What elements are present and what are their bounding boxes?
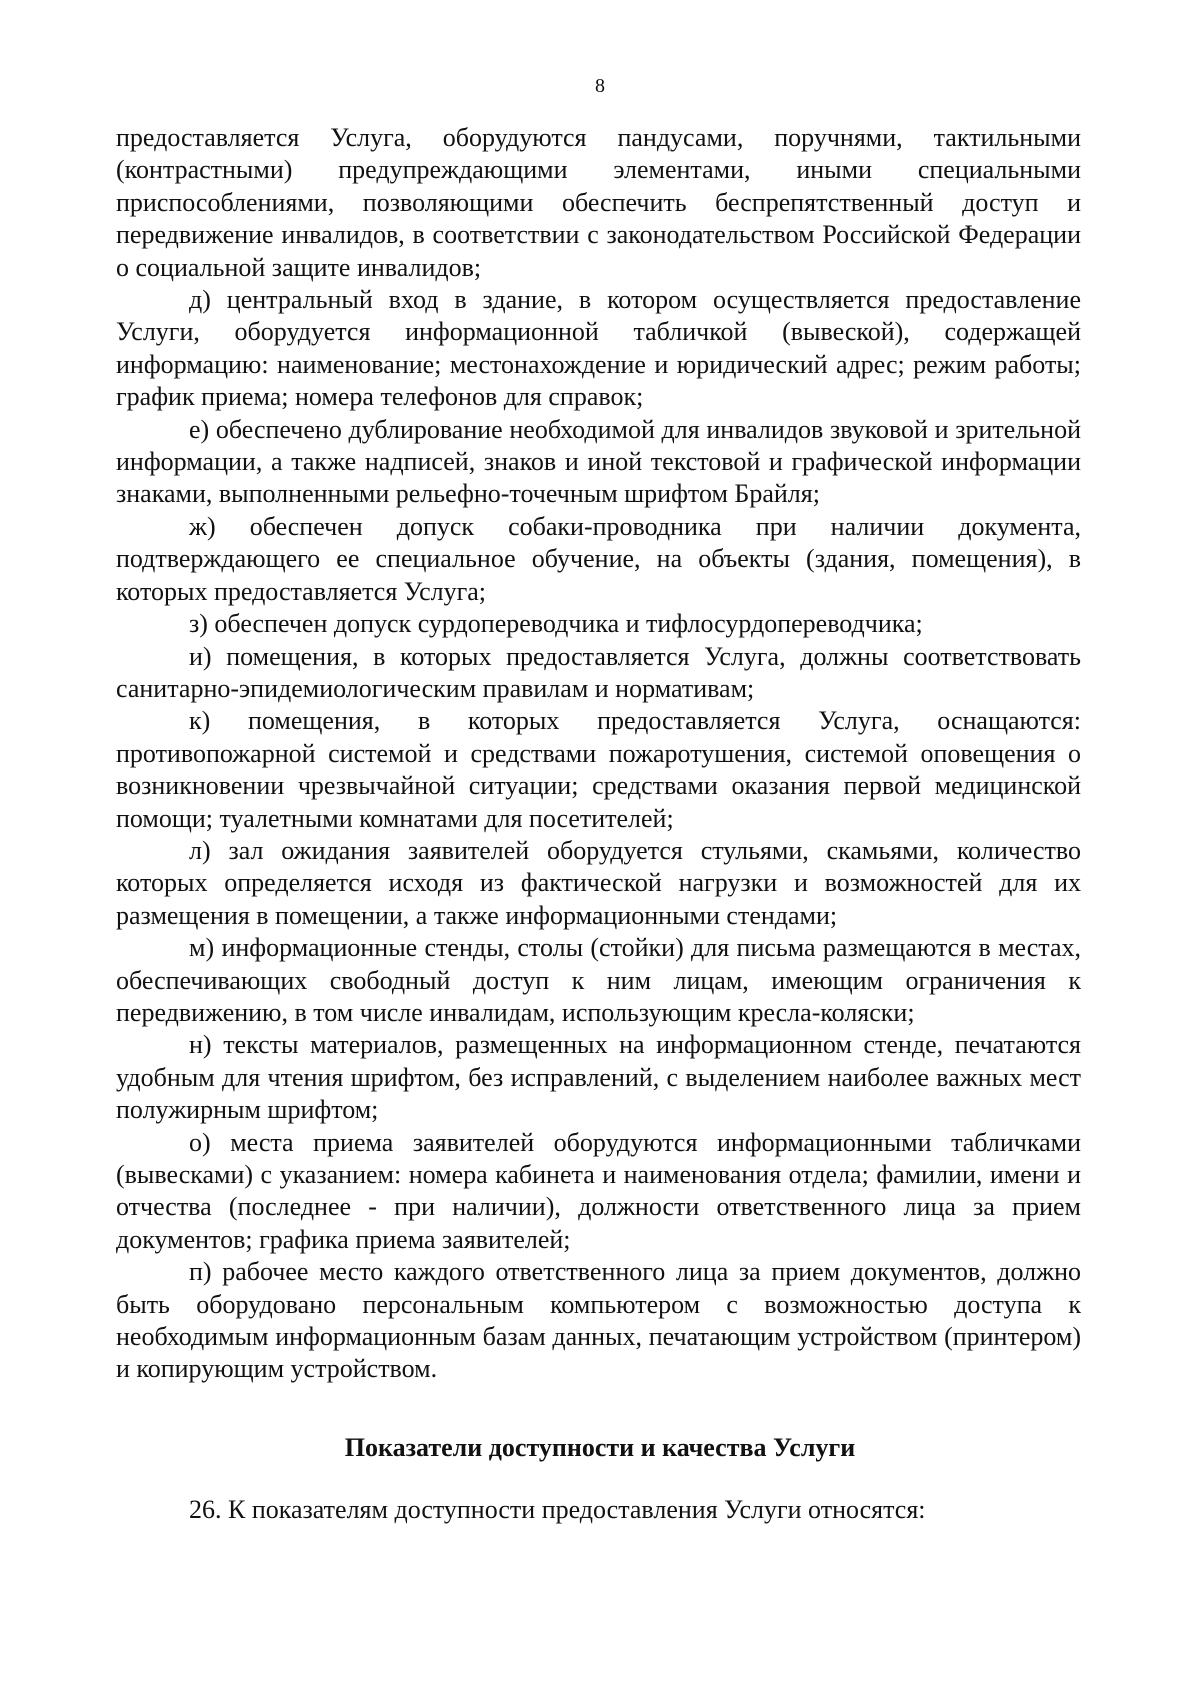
paragraph-z: з) обеспечен допуск сурдопереводчика и тифлосурдопереводчика;: [189, 609, 923, 639]
paragraph-l: л) зал ожидания заявителей оборудуется стульями, скамьями, количество которых определяется исходя из фактической нагрузки и возможностей для их размещения в помещении, а также информационными стендами;: [116, 835, 1081, 930]
paragraph-m: м) информационные стенды, столы (стойки) для письма размещаются в местах, обеспечивающих свободный доступ к ним лицам, имеющим ограничения к передвижению, в том числе инвалидам, использующим кресла-коляски;: [116, 933, 1081, 1027]
paragraph-zh: ж) обеспечен допуск собаки-проводника при наличии документа, подтверждающего ее специальное обучение, на объекты (здания, помещения), в которых предоставляется Услуга;: [116, 511, 1081, 606]
paragraph-26: 26. К показателям доступности предоставления Услуги относятся:: [189, 1495, 926, 1524]
paragraph-d: д) центральный вход в здание, в котором осуществляется предоставление Услуги, оборудуется информационной табличкой (вывеской), содержащей информацию: наименование; местонахождение и юридический адрес; режим работы; график приема; номера телефонов для справок;: [116, 285, 1081, 412]
paragraph-k: к) помещения, в которых предоставляется Услуга, оснащаются: противопожарной системой и средствами пожаротушения, системой оповещения о возникновении чрезвычайной ситуации; средствами оказания первой медицинской помощи; туалетными комнатами для посетителей;: [116, 706, 1081, 833]
section-heading: Показатели доступности и качества Услуги: [344, 1433, 856, 1462]
paragraph-n: н) тексты материалов, размещенных на информационном стенде, печатаются удобным для чтения шрифтом, без исправлений, с выделением наиболее важных мест полужирным шрифтом;: [116, 1030, 1081, 1125]
paragraph-continuation: предоставляется Услуга, оборудуются пандусами, поручнями, тактильными (контрастными) предупреждающими элементами, иными специальными приспособлениями, позволяющими обеспечить беспрепятственный доступ и передвижение инвалидов, в соответствии с законодательством Российской Федерации о социальной защите инвалидов;: [116, 123, 1081, 282]
paragraph-o: о) места приема заявителей оборудуются информационными табличками (вывесками) с указанием: номера кабинета и наименования отдела; фамилии, имени и отчества (последнее - при наличии), должности ответственного лица за прием документов; графика приема заявителей;: [116, 1127, 1081, 1254]
page-number: 8: [595, 75, 605, 97]
paragraph-p: п) рабочее место каждого ответственного лица за прием документов, должно быть оборудовано персональным компьютером с возможностью доступа к необходимым информационным базам данных, печатающим устройством (принтером) и копирующим устройством.: [116, 1257, 1081, 1384]
body-text: [116, 122, 1081, 1386]
paragraph-e: е) обеспечено дублирование необходимой для инвалидов звуковой и зрительной информации, а также надписей, знаков и иной текстовой и графической информации знаками, выполненными рельефно-точечным шрифтом Брайля;: [116, 414, 1081, 509]
paragraph-i: и) помещения, в которых предоставляется Услуга, должны соответствовать санитарно-эпидемиологическим правилам и нормативам;: [116, 641, 1081, 703]
